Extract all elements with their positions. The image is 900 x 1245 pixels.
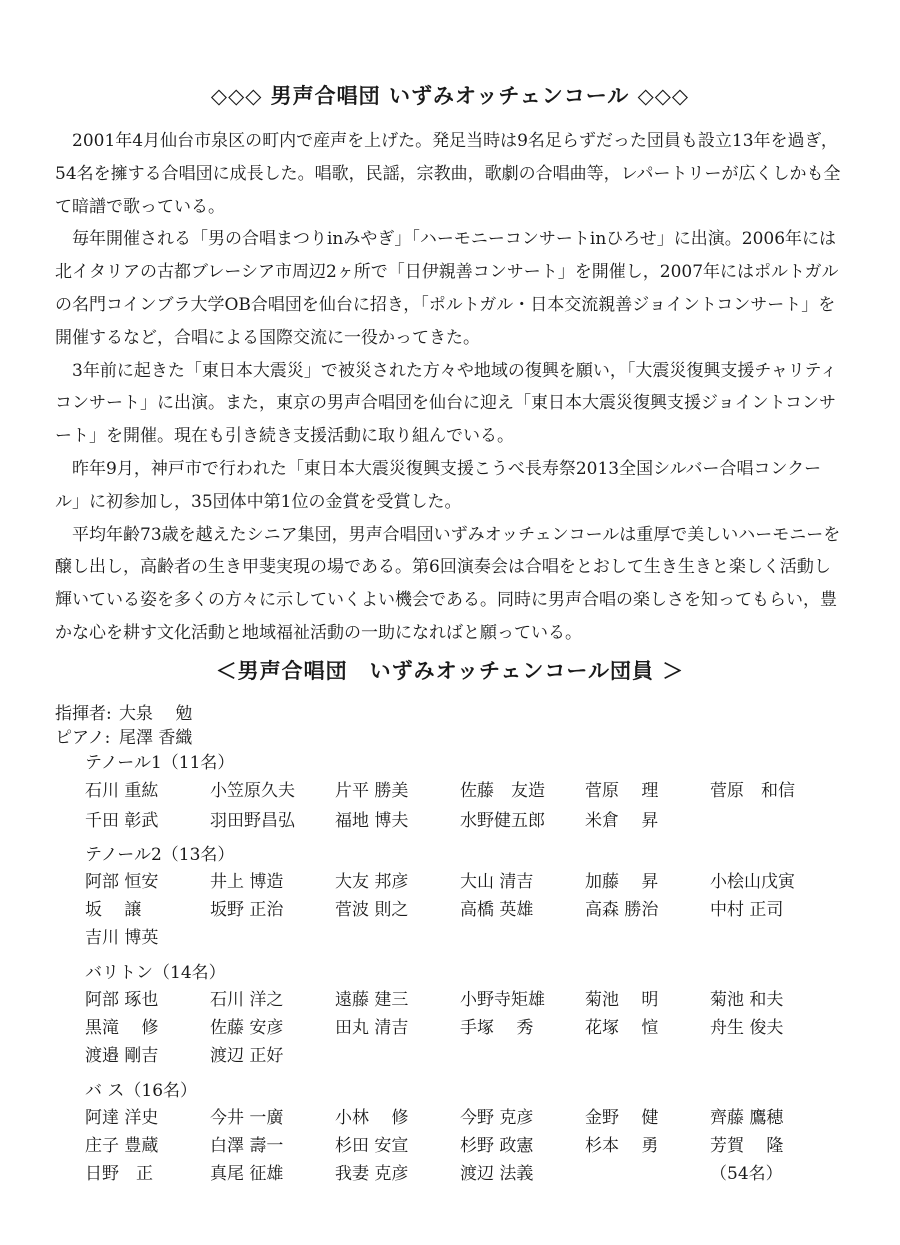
- member-name: 杉田 安宣: [335, 1136, 409, 1156]
- paragraph: 平均年齢73歳を越えたシニア集団，男声合唱団いずみオッチェンコールは重厚で美しいハーモニーを醸し出し，高齢者の生き甲斐実現の場である。第6回演奏会は合唱をとおして生き生きと楽しく活動し輝いている姿を多くの方々に示していくよい機会である。同時に男声合唱の楽しさを知ってもらい，豊かな心を耕す文化活動と地域福祉活動の一助になればと願っている。: [55, 524, 841, 643]
- member-names: [85, 868, 845, 952]
- empty-cell: [585, 1160, 710, 1188]
- member-name: 坂野 正治: [210, 900, 284, 920]
- member-name: 石川 洋之: [210, 990, 284, 1010]
- member-name: 小笠原久夫: [210, 781, 295, 801]
- member-name: 渡辺 正好: [210, 1046, 284, 1066]
- paragraph: 昨年9月，神戸市で行われた「東日本大震災復興支援こうべ長寿祭2013全国シルバー合唱コンクール」に初参加し，35団体中第1位の金賞を受賞した。: [55, 458, 822, 512]
- section-heading: テノール2（13名）: [85, 845, 235, 865]
- member-name: 大山 清吉: [460, 872, 534, 892]
- page-title: ◇◇◇ 男声合唱団 いずみオッチェンコール ◇◇◇: [210, 83, 690, 108]
- section-heading: バリトン（14名）: [85, 963, 226, 983]
- member-name: 齊藤 鷹穂: [710, 1108, 784, 1128]
- member-name: 大友 邦彦: [335, 872, 409, 892]
- member-name: 阿部 琢也: [85, 990, 159, 1010]
- conductor-label: 指揮者:: [55, 704, 112, 724]
- member-name: 福地 博夫: [335, 811, 409, 831]
- member-names: [85, 986, 845, 1070]
- member-name: 高橋 英雄: [460, 900, 534, 920]
- member-name: 羽田野昌弘: [210, 811, 295, 831]
- member-name: 米倉 昇: [585, 811, 659, 831]
- member-name: 真尾 征雄: [210, 1164, 284, 1184]
- member-name: 今野 克彦: [460, 1108, 534, 1128]
- member-name: 千田 彰武: [85, 811, 159, 831]
- member-name: 遠藤 建三: [335, 990, 409, 1010]
- member-name: 井上 博造: [210, 872, 284, 892]
- member-name: 庄子 豊蔵: [85, 1136, 159, 1156]
- pianist-label: ピアノ:: [55, 728, 111, 748]
- member-name: 芳賀 隆: [710, 1136, 784, 1156]
- member-name: 今井 一廣: [210, 1108, 284, 1128]
- section-bass: [85, 1078, 845, 1188]
- member-name: 黒滝 修: [85, 1018, 159, 1038]
- member-name: 小桧山戊寅: [710, 872, 795, 892]
- conductor-name: 大泉 勉: [119, 704, 193, 724]
- member-name: 阿達 洋史: [85, 1108, 159, 1128]
- intro-text: [55, 125, 845, 650]
- member-name: 田丸 清吉: [335, 1018, 409, 1038]
- member-name: 渡辺 法義: [460, 1164, 534, 1184]
- member-name: 杉野 政憲: [460, 1136, 534, 1156]
- section-baritone: [85, 960, 845, 1070]
- member-name: 中村 正司: [710, 900, 784, 920]
- member-name: 石川 重紘: [85, 781, 159, 801]
- member-name: 高森 勝治: [585, 900, 659, 920]
- member-name: 加藤 昇: [585, 872, 659, 892]
- member-sections: [85, 750, 845, 1188]
- member-name: 菊池 明: [585, 990, 659, 1010]
- staff-list: [55, 702, 192, 750]
- member-name: 杉本 勇: [585, 1136, 659, 1156]
- paragraph: 2001年4月仙台市泉区の町内で産声を上げた。発足当時は9名足らずだった団員も設立13年を過ぎ，54名を擁する合唱団に成長した。唱歌，民謡，宗教曲，歌劇の合唱曲等，レパートリーが広くしかも全て暗譜で歌っている。: [55, 131, 841, 217]
- member-name: 舟生 俊夫: [710, 1018, 784, 1038]
- section-tenor2: [85, 842, 845, 952]
- member-name: 佐藤 安彦: [210, 1018, 284, 1038]
- roster-title: ＜男声合唱団 いずみオッチェンコール団員 ＞: [215, 658, 685, 683]
- member-name: 吉川 博英: [85, 928, 159, 948]
- member-name: 日野 正: [85, 1164, 153, 1184]
- section-heading: テノール1（11名）: [85, 753, 235, 773]
- member-name: 我妻 克彦: [335, 1164, 409, 1184]
- paragraph: 3年前に起きた「東日本大震災」で被災された方々や地域の復興を願い，「大震災復興支援チャリティコンサート」に出演。また，東京の男声合唱団を仙台に迎え「東日本大震災復興支援ジョイントコンサート」を開催。現在も引き続き支援活動に取り組んでいる。: [55, 360, 838, 447]
- member-name: 白澤 壽一: [210, 1136, 284, 1156]
- member-name: 小林 修: [335, 1108, 409, 1128]
- member-name: 菅原 理: [585, 781, 659, 801]
- member-name: 花塚 愃: [585, 1018, 659, 1038]
- pianist-line: [55, 726, 192, 750]
- member-name: 片平 勝美: [335, 781, 409, 801]
- member-name: 阿部 恒安: [85, 872, 159, 892]
- member-name: 金野 健: [585, 1108, 659, 1128]
- section-heading: バ ス（16名）: [85, 1081, 198, 1101]
- member-name: 渡邉 剛吉: [85, 1046, 159, 1066]
- member-name: 小野寺矩雄: [460, 990, 545, 1010]
- member-name: 佐藤 友造: [460, 781, 545, 801]
- member-name: 菅原 和信: [710, 781, 795, 801]
- member-names: [85, 776, 845, 836]
- member-name: 坂 譲: [85, 900, 142, 920]
- paragraph: 毎年開催される「男の合唱まつりinみやぎ」「ハーモニーコンサートinひろせ」に出演。2006年には北イタリアの古都ブレーシア市周辺2ヶ所で「日伊親善コンサート」を開催し，2007年にはポルトガルの名門コインブラ大学OB合唱団を仙台に招き，「ポルトガル・日本交流親善ジョイントコンサート」を開催するなど，合唱による国際交流に一役かってきた。: [55, 229, 839, 348]
- member-name: 菅波 則之: [335, 900, 409, 920]
- conductor-line: [55, 702, 192, 726]
- section-tenor1: [85, 750, 845, 836]
- member-names: [85, 1104, 845, 1188]
- member-name: 手塚 秀: [460, 1018, 534, 1038]
- pianist-name: 尾澤 香織: [119, 728, 193, 748]
- total-count: （54名）: [710, 1164, 783, 1184]
- member-name: 菊池 和夫: [710, 990, 784, 1010]
- member-name: 水野健五郎: [460, 811, 545, 831]
